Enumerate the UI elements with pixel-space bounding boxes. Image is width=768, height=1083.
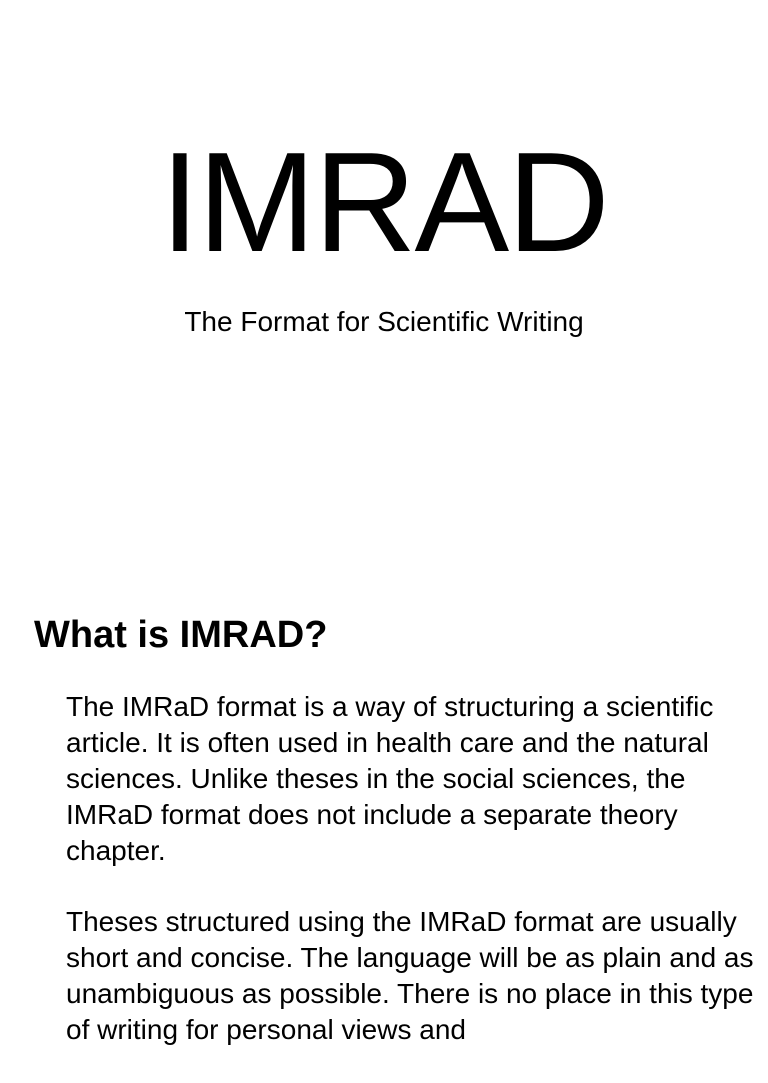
section-heading: What is IMRAD? — [34, 614, 328, 656]
content-slide — [0, 540, 768, 1045]
slide-subtitle: The Format for Scientific Writing — [184, 306, 584, 337]
body-text — [66, 689, 756, 1083]
title-slide — [0, 0, 768, 540]
paragraph-style: Theses structured using the IMRaD format are usually short and concise. The language will be as plain and as unambiguous as possible. There is no place in this type of writing for personal views and — [66, 906, 754, 1045]
slide-title: IMRAD — [160, 123, 608, 282]
paragraph-intro: The IMRaD format is a way of structuring a scientific article. It is often used in health care and the natural sciences. Unlike theses in the social sciences, the IMRaD format does not include a separate theory chapter. — [66, 691, 714, 866]
